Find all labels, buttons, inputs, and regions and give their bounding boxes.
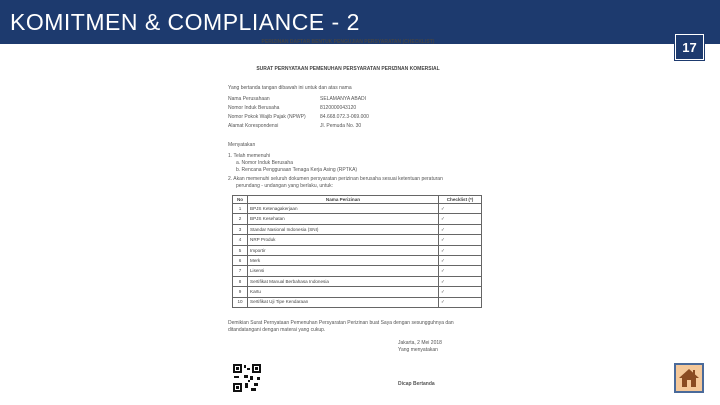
cell-check: ✓ [439,204,482,214]
checklist-table [232,195,482,308]
table-header-row [233,196,482,204]
col-header: No [233,196,248,204]
table-row [233,214,482,224]
field-label: Alamat Korespondensi [228,123,279,129]
cell-no: 9 [233,287,248,297]
table-row [233,266,482,276]
cell-check: ✓ [439,266,482,276]
field-label: Nomor Pokok Wajib Pajak (NPWP) [228,114,306,120]
field-label: Nama Perusahaan [228,96,270,102]
doc-footnote: Demikian Surat Pernyataan Pemenuhan Persyaratan Perizinan buat Saya dengan sesungguhnya dan [228,320,454,326]
doc-intro: Yang bertanda tangan dibawah ini untuk dan atas nama [228,85,352,91]
slide-title: KOMITMEN & COMPLIANCE - 2 [10,9,360,35]
table-row [233,276,482,286]
doc-menyatakan: Menyatakan [228,142,256,148]
col-header: Nama Perizinan [248,196,439,204]
cell-name: Kartu [248,287,439,297]
field-value: SELAMANYA ABADI [320,96,367,102]
cell-check: ✓ [439,255,482,265]
table-row [233,235,482,245]
doc-subpoint: a. Nomor Induk Berusaha [236,160,293,166]
table-row [233,297,482,307]
col-header: Checklist (*) [439,196,482,204]
cell-no: 3 [233,224,248,234]
cell-check: ✓ [439,245,482,255]
table-row [233,245,482,255]
cell-check: ✓ [439,287,482,297]
doc-point-2: 2. Akan memenuhi seluruh dokumen persyaratan perizinan berusaha sesuai ketentuan peraturan [228,176,443,182]
table-row [233,224,482,234]
document-image [222,38,474,398]
table-row [233,204,482,214]
field-value: 84.668.072.3-069.000 [320,114,369,120]
cell-no: 1 [233,204,248,214]
cell-check: ✓ [439,235,482,245]
cell-name: NRP Produk [248,235,439,245]
cell-name: Merk [248,255,439,265]
page-number: 17 [675,34,704,60]
cell-no: 10 [233,297,248,307]
doc-place-date: Jakarta, 2 Mei 2018 [398,340,442,346]
cell-no: 5 [233,245,248,255]
cell-check: ✓ [439,276,482,286]
cell-name: BPJS Ketenagakerjaan [248,204,439,214]
cell-no: 4 [233,235,248,245]
doc-point-2-cont: perundang - undangan yang berlaku, untuk: [236,183,334,189]
doc-signer-name: Dicap Bertanda [398,381,435,387]
cell-name: Sertifikat Uji Tipe Kendaraan [248,297,439,307]
cell-name: Importir [248,245,439,255]
cell-name: Lisensi [248,266,439,276]
table-row [233,255,482,265]
home-button[interactable] [674,363,704,393]
doc-heading: PERIZINAN DAFTAR BENTUK PENGUJIAN PERSYARATAN (CHECKLIST) [261,39,435,45]
field-value: Jl. Pemuda No. 30 [320,123,362,129]
cell-name: BPJS Kesehatan [248,214,439,224]
cell-no: 7 [233,266,248,276]
doc-subpoint: b. Rencana Penggunaan Tenaga Kerja Asing (RPTKA) [236,167,358,173]
cell-name: Standar Nasional Indonesia (SNI) [248,224,439,234]
home-icon [676,365,702,391]
doc-footnote: ditandatangani dengan materai yang cukup. [228,327,326,333]
cell-no: 2 [233,214,248,224]
field-label: Nomor Induk Berusaha [228,105,280,111]
cell-name: Sertifikat Manual Berbahasa Indonesia [248,276,439,286]
cell-check: ✓ [439,214,482,224]
qr-code-icon [232,363,262,393]
cell-check: ✓ [439,224,482,234]
doc-point-1: 1. Telah memenuhi [228,153,271,159]
cell-check: ✓ [439,297,482,307]
table-row [233,287,482,297]
cell-no: 6 [233,255,248,265]
cell-no: 8 [233,276,248,286]
field-value: 8120000043120 [320,105,357,111]
doc-subheading: SURAT PERNYATAAN PEMENUHAN PERSYARATAN PERIZINAN KOMERSIAL [256,66,440,72]
doc-signer-label: Yang menyatakan [398,347,438,353]
